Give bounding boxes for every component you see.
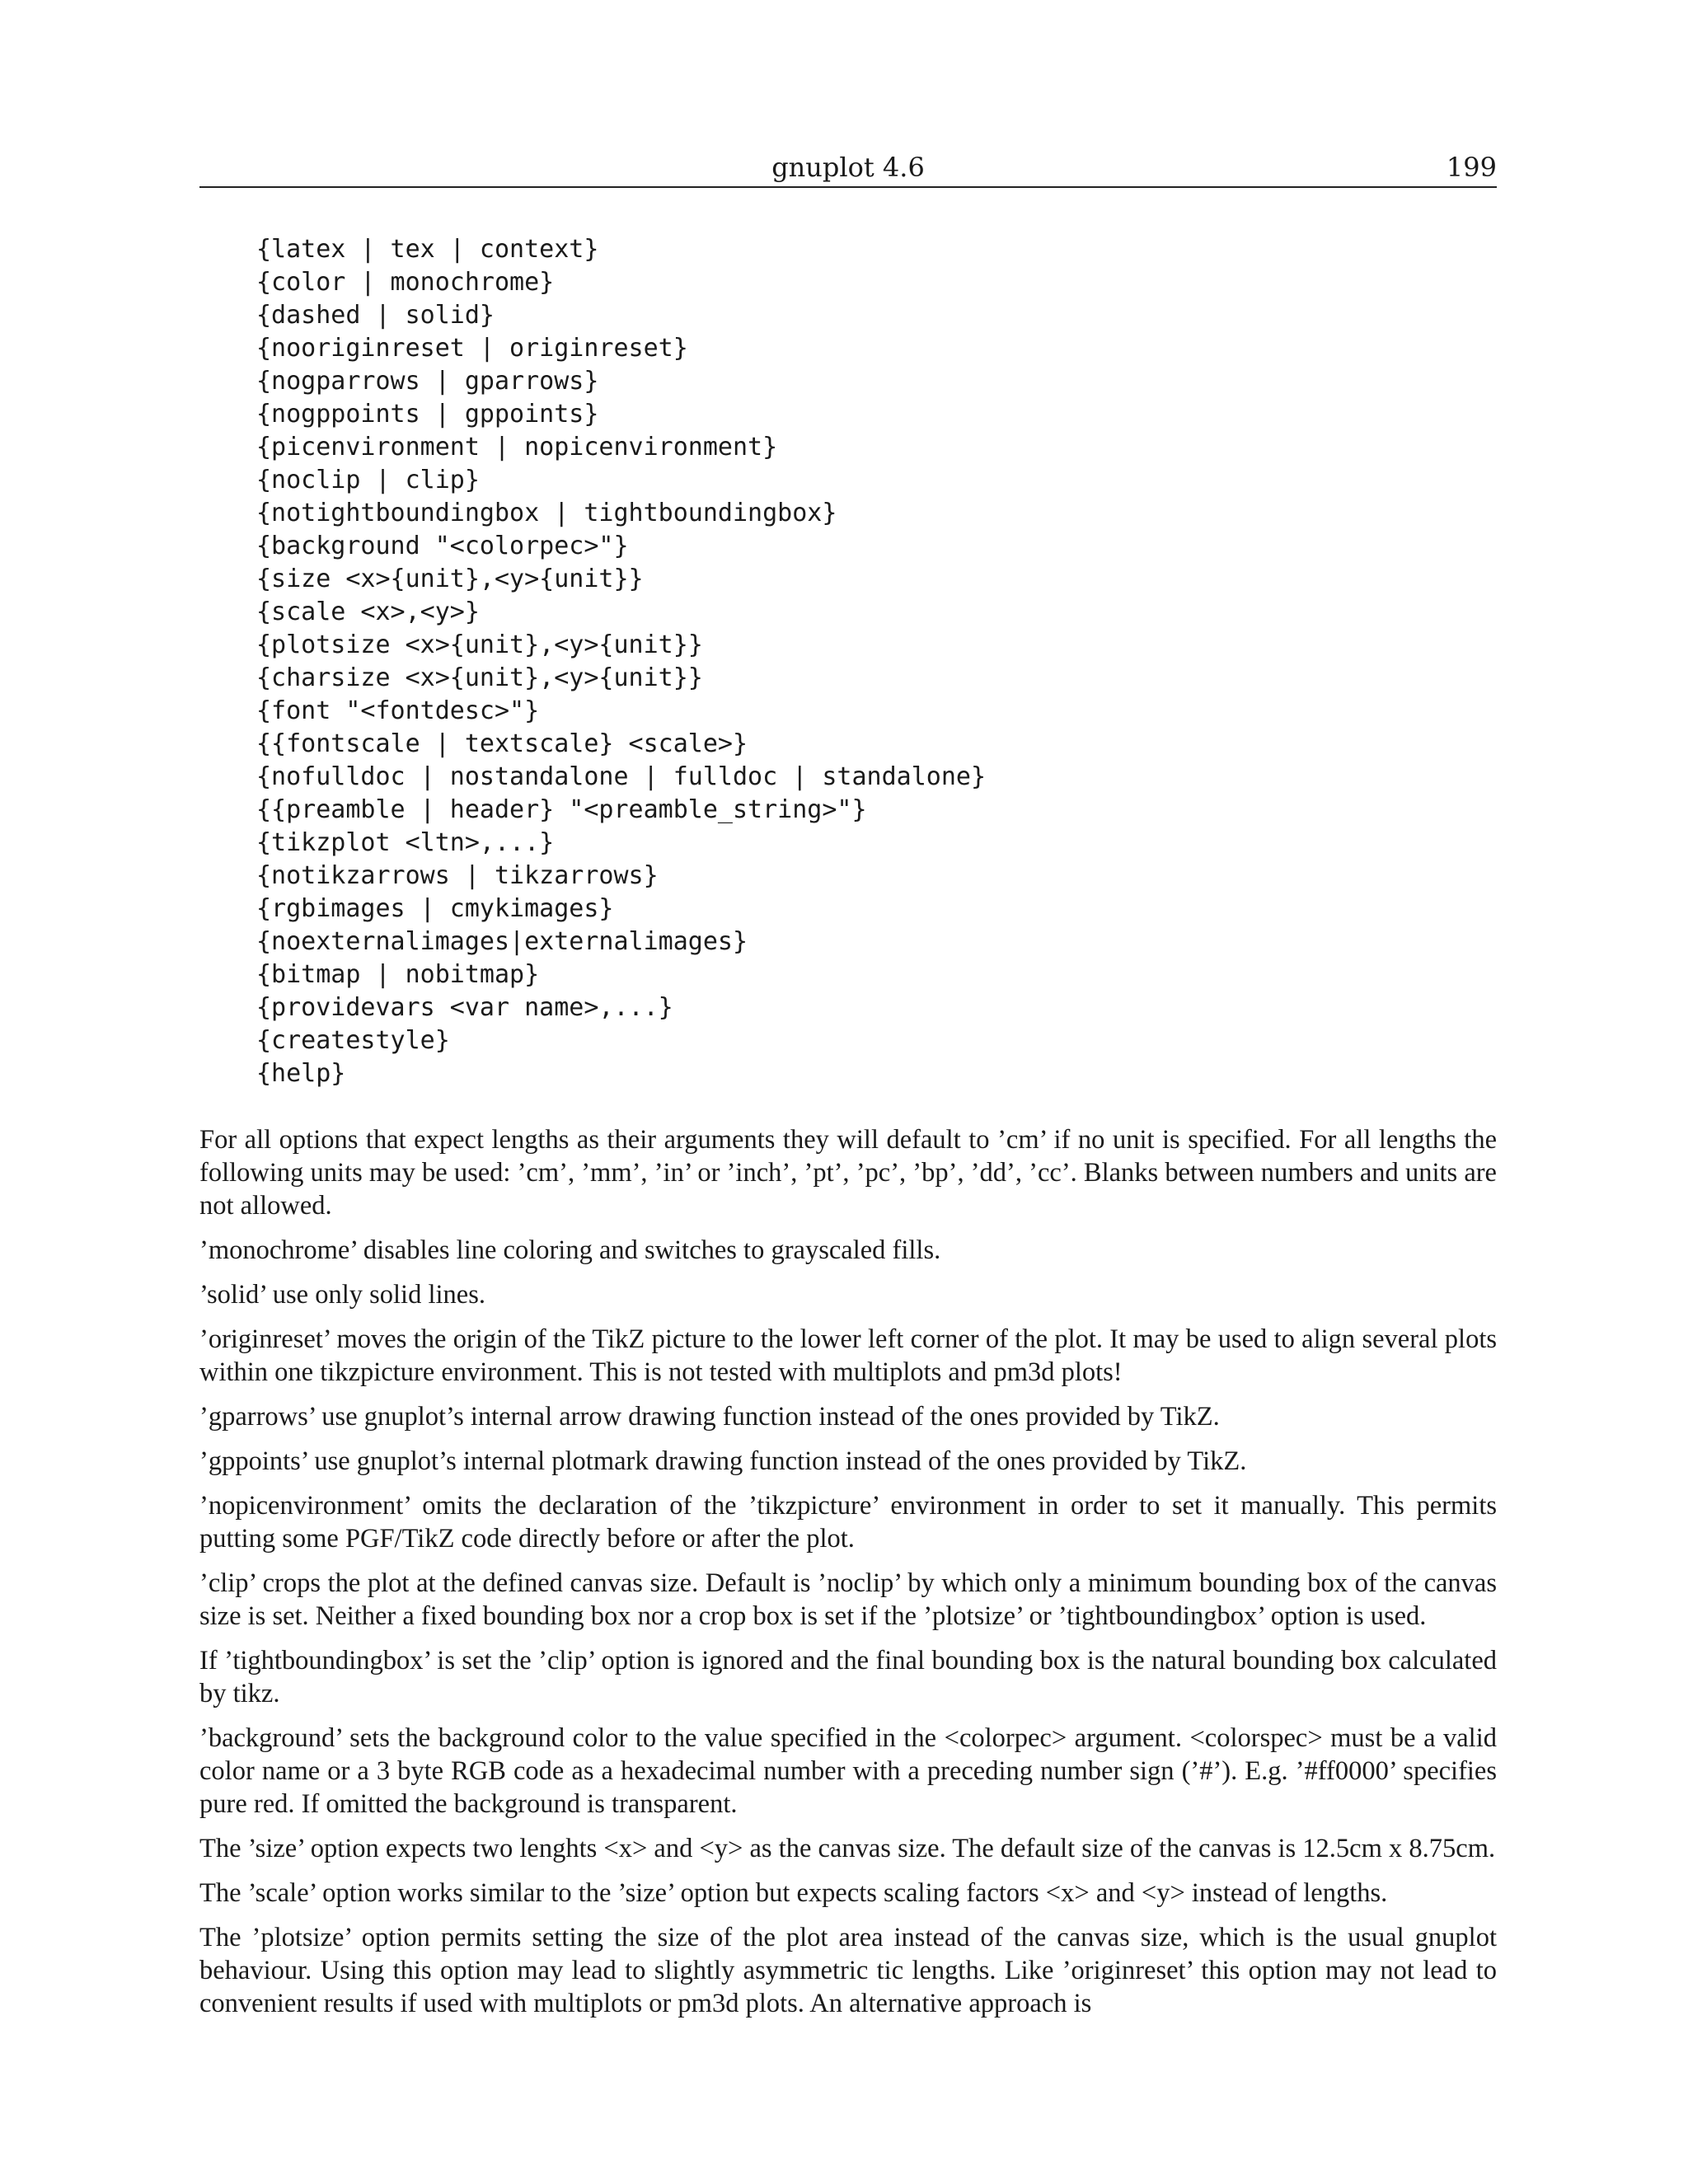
code-line: {picenvironment | nopicenvironment} xyxy=(256,433,778,462)
paragraph-background: ’background’ sets the background color to the value specified in the <colorpec> argument. <colorspec> must be a valid color name or a 3 byte RGB code as a hexadecimal number with a preceding number sign (’#’). E.g. ’#ff0000’ specifies pure red. If omitted the background is transparent. xyxy=(199,1723,1497,1819)
code-line: {scale <x>,<y>} xyxy=(256,598,480,626)
code-line: {font "<fontdesc>"} xyxy=(256,696,540,725)
code-line: {nooriginreset | originreset} xyxy=(256,334,688,363)
code-line: {nogparrows | gparrows} xyxy=(256,367,599,396)
paragraph-gppoints: ’gppoints’ use gnuplot’s internal plotmark drawing function instead of the ones provided by TikZ. xyxy=(199,1446,1247,1476)
code-line: {providevars <var name>,...} xyxy=(256,993,673,1022)
code-line: {size <x>{unit},<y>{unit}} xyxy=(256,565,644,593)
paragraph-scale: The ’scale’ option works similar to the ’size’ option but expects scaling factors <x> and <y> instead of lengths. xyxy=(199,1878,1388,1908)
code-line: {tikzplot <ltn>,...} xyxy=(256,828,555,857)
paragraph-size: The ’size’ option expects two lenghts <x> and <y> as the canvas size. The default size of the canvas is 12.5cm x 8.75cm. xyxy=(199,1834,1496,1863)
paragraph-tightboundingbox: If ’tightboundingbox’ is set the ’clip’ option is ignored and the final bounding box is the natural bounding box calculated by tikz. xyxy=(199,1646,1497,1708)
code-line: {background "<colorpec>"} xyxy=(256,532,629,560)
code-line: {latex | tex | context} xyxy=(256,235,599,264)
code-line: {bitmap | nobitmap} xyxy=(256,960,540,989)
code-line: {nofulldoc | nostandalone | fulldoc | standalone} xyxy=(256,762,987,791)
code-line: {plotsize <x>{unit},<y>{unit}} xyxy=(256,630,703,659)
code-line: {notikzarrows | tikzarrows} xyxy=(256,861,659,890)
paragraph-solid: ’solid’ use only solid lines. xyxy=(199,1280,485,1310)
paragraph-monochrome: ’monochrome’ disables line coloring and switches to grayscaled fills. xyxy=(199,1235,941,1265)
code-line: {charsize <x>{unit},<y>{unit}} xyxy=(256,663,703,692)
paragraph-units: For all options that expect lengths as their arguments they will default to ’cm’ if no unit is specified. For all lengths the following units may be used: ’cm’, ’mm’, ’in’ or ’inch’, ’pt’, ’pc’, ’bp’, ’dd’, ’cc’. Blanks between numbers and units are not allowed. xyxy=(199,1125,1497,1221)
code-line: {noclip | clip} xyxy=(256,466,480,494)
paragraph-nopicenvironment: ’nopicenvironment’ omits the declaration of the ’tikzpicture’ environment in order to set it manually. This permits putting some PGF/TikZ code directly before or after the plot. xyxy=(199,1491,1497,1554)
code-line: {createstyle} xyxy=(256,1026,450,1055)
option-syntax-block xyxy=(256,233,986,1090)
page-number: 199 xyxy=(1446,152,1497,183)
code-line: {color | monochrome} xyxy=(256,268,555,297)
body-text xyxy=(199,1123,1497,2032)
page-header xyxy=(199,152,1497,188)
code-line: {help} xyxy=(256,1059,346,1088)
code-line: {{fontscale | textscale} <scale>} xyxy=(256,729,748,758)
code-line: {rgbimages | cmykimages} xyxy=(256,894,614,923)
code-line: {nogppoints | gppoints} xyxy=(256,400,599,429)
code-line: {dashed | solid} xyxy=(256,301,495,330)
paragraph-gparrows: ’gparrows’ use gnuplot’s internal arrow drawing function instead of the ones provided by TikZ. xyxy=(199,1402,1220,1432)
paragraph-clip: ’clip’ crops the plot at the defined canvas size. Default is ’noclip’ by which only a minimum bounding box of the canvas size is set. Neither a fixed bounding box nor a crop box is set if the ’plotsize’ or ’tightboundingbox’ option is used. xyxy=(199,1568,1497,1631)
running-title: gnuplot 4.6 xyxy=(771,152,925,183)
code-line: {{preamble | header} "<preamble_string>"} xyxy=(256,795,867,824)
code-line: {notightboundingbox | tightboundingbox} xyxy=(256,499,837,527)
code-line: {noexternalimages|externalimages} xyxy=(256,927,748,956)
paragraph-plotsize: The ’plotsize’ option permits setting the size of the plot area instead of the canvas size, which is the usual gnuplot behaviour. Using this option may lead to slightly asymmetric tic lengths. Like ’originreset’ this option may not lead to convenient results if used with multiplots or pm3d plots. An alternative approach is xyxy=(199,1923,1497,2018)
paragraph-originreset: ’originreset’ moves the origin of the TikZ picture to the lower left corner of the plot. It may be used to align several plots within one tikzpicture environment. This is not tested with multiplots and pm3d plots! xyxy=(199,1324,1497,1387)
